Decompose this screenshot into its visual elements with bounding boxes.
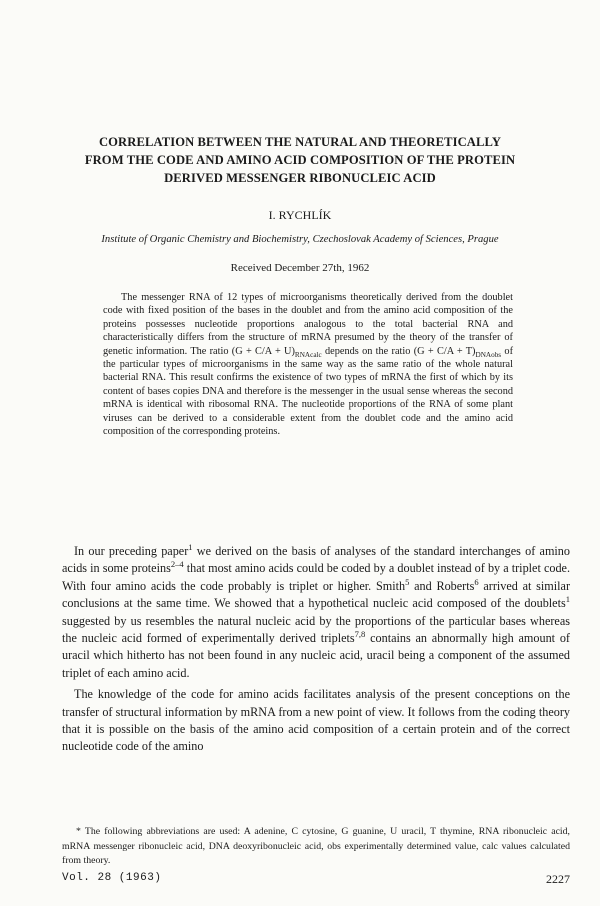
- subscript: RNAcalc: [294, 350, 322, 359]
- citation-superscript: 1: [565, 594, 570, 605]
- text-run: we derived on the basis of analyses of the standard interchanges of amino acids in some proteins: [62, 544, 570, 576]
- received-date: Received December 27th, 1962: [230, 262, 370, 274]
- paper-title: [30, 133, 570, 187]
- text-run: suggested by us resembles the natural nucleic acid by the proportions of the particular bases whereas the nucleic acid formed of experimentally derived triplets: [62, 613, 570, 646]
- text-run: that most amino acids could be coded by a doublet instead of by a triplet code. With four amino acids the code probably is triplet or higher. Smith: [62, 561, 571, 593]
- footnote-text: * The following abbreviations are used: A adenine, C cytosine, G guanine, U uracil, T thymine, RNA ribonucleic acid, mRNA messenger ribonucleic acid, DNA deoxyribonucleic acid, obs experimentally determined value, calc values calculated from theory.: [62, 826, 570, 867]
- body-text: [62, 543, 570, 760]
- citation-superscript: 6: [474, 576, 479, 587]
- body-paragraph: [62, 543, 570, 682]
- author-name: I. RYCHLÍK: [268, 208, 332, 222]
- body-paragraph: The knowledge of the code for amino acids facilitates analysis of the present conceptions on the transfer of structural information by mRNA from a new point of view. It follows from the coding theory that it is possible on the basis of the amino acid composition of a certain protein and of the correct nucleotide code of the amino: [62, 687, 570, 754]
- title-line: DERIVED MESSENGER RIBONUCLEIC ACID: [164, 171, 436, 185]
- page-number: 2227: [546, 872, 570, 886]
- text-run: contains an abnormally high amount of uracil which hitherto has not been found in any nucleic acid, uracil being a component of the assumed triplet of each amino acid.: [62, 631, 570, 680]
- abstract-text: [103, 291, 513, 438]
- title-line: FROM THE CODE AND AMINO ACID COMPOSITION OF THE PROTEIN: [84, 153, 516, 167]
- text-run: In our preceding paper: [74, 544, 189, 558]
- author-affiliation: Institute of Organic Chemistry and Biochemistry, Czechoslovak Academy of Sciences, Prague: [101, 234, 499, 245]
- citation-superscript: 7,8: [354, 628, 366, 639]
- title-line: CORRELATION BETWEEN THE NATURAL AND THEORETICALLY: [98, 135, 502, 149]
- text-run: arrived at similar conclusions at the same time. We showed that a hypothetical nucleic acid composed of the doublets: [62, 578, 571, 611]
- abstract-text-part: of the particular types of microorganisms in the same way as the same ratio of the whole natural bacterial RNA. This result confirms the existence of two types of mRNA the first of which by its content of bases copies DNA and therefore is the messenger in the usual sense whereas the second mRNA is identical with ribosomal RNA. The nucleotide proportions of the RNA of some plant viruses can be derived to a considerable extent from the doublet code and the amino acid composition of the corresponding proteins.: [103, 345, 513, 438]
- citation-superscript: 5: [405, 576, 410, 587]
- abstract-text-part: depends on the ratio (G + C/A + T): [321, 345, 476, 357]
- abstract: [103, 291, 513, 438]
- subscript: DNAobs: [475, 350, 502, 359]
- abstract-text-part: The messenger RNA of 12 types of microorganisms theoretically derived from the doublet code with fixed position of the bases in the doublet and from the amino acid composition of the proteins possesses nucleotide proportions analogous to the total bacterial RNA and characteristically differs from the structure of mRNA presumed by the theory of the transfer of genetic information. The ratio (G + C/A + U): [103, 292, 513, 357]
- citation-superscript: 1: [188, 541, 193, 552]
- volume-info: Vol. 28 (1963): [62, 872, 162, 884]
- citation-superscript: 2–4: [170, 559, 184, 570]
- footnote: [62, 825, 570, 869]
- text-run: and Roberts: [409, 578, 475, 593]
